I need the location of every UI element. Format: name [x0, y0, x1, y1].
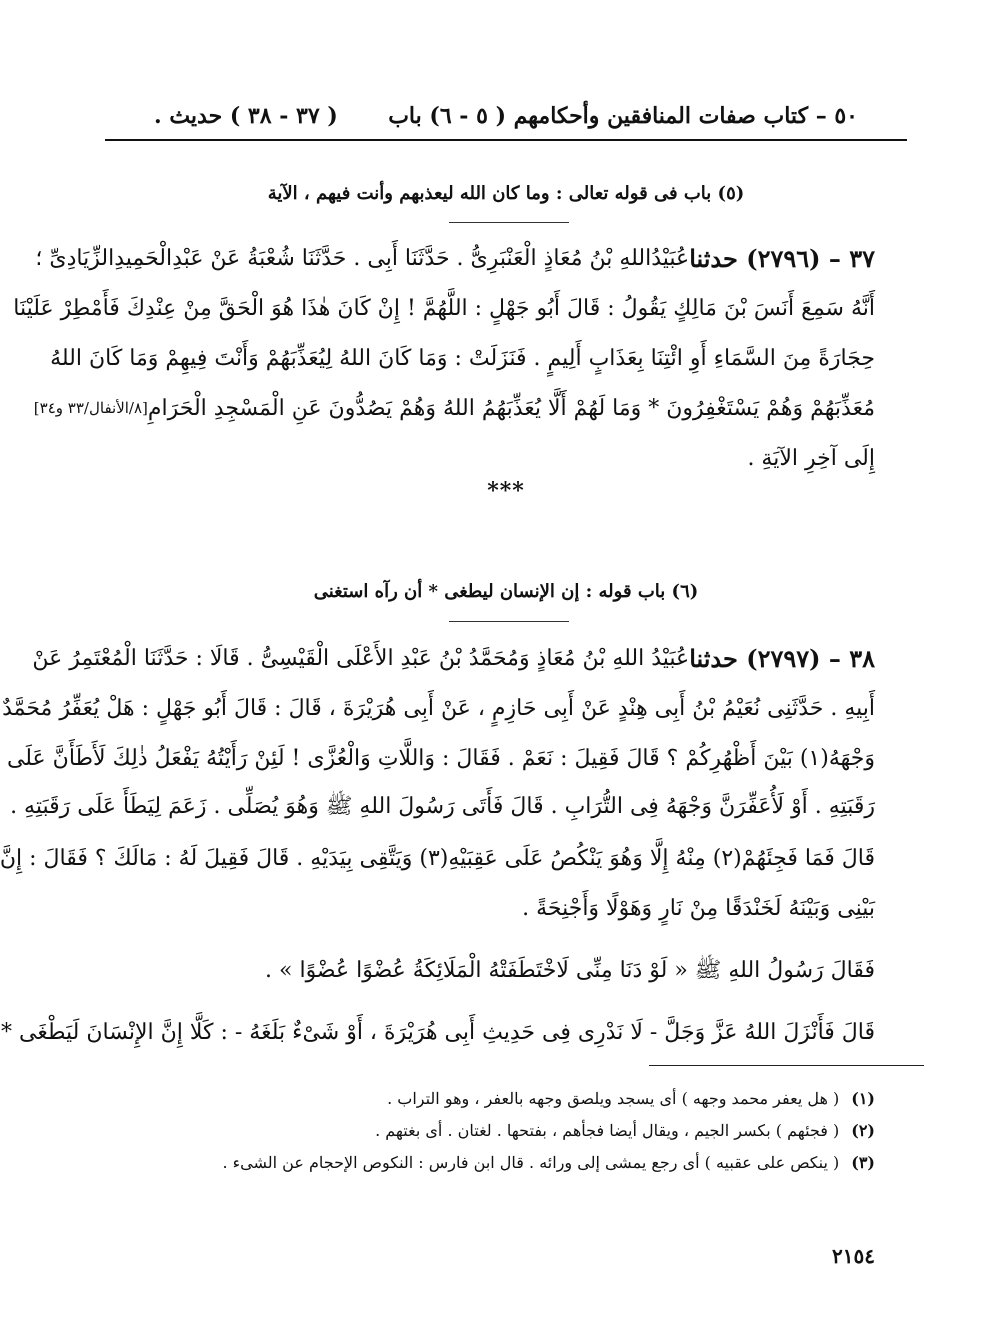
hadith-37-line-1 — [35, 233, 875, 283]
hadith-38-line-1 — [32, 633, 875, 683]
header-rule — [105, 139, 907, 141]
hadith-38-line-7 — [127, 947, 875, 997]
hadith-38-line-5 — [0, 833, 875, 883]
hadith-37-line-3-text: حِجَارَةً مِنَ السَّمَاءِ أَوِ ائْتِنَا بِعَذَابٍ أَلِيمٍ . فَنَزَلَتْ : وَمَا كَانَ اللهُ لِيُعَذِّبَهُمْ وَأَنْتَ فِيهِمْ وَمَا كَانَ اللهُ — [50, 345, 875, 371]
footnote-1-number: (١) — [851, 1088, 875, 1108]
hadith-38-line-5-text: قَالَ فَمَا فَجِئَهُمْ(٢) مِنْهُ إِلَّا وَهُوَ يَنْكُصُ عَلَى عَقِبَيْهِ(٣) وَيَتَّقِى بِيَدَيْهِ . قَالَ فَقِيلَ لَهُ : مَالَكَ ؟ فَقَالَ : إِنَّ — [0, 845, 875, 871]
footnote-rule — [649, 1065, 924, 1066]
footnote-3-number: (٣) — [851, 1152, 875, 1172]
hadith-38-line-2-text: أَبِيهِ . حَدَّثَنِى نُعَيْمُ بْنُ أَبِى هِنْدٍ عَنْ أَبِى حَازِمٍ ، عَنْ أَبِى هُرَيْرَةَ ، قَالَ : قَالَ أَبُو جَهْلٍ : هَلْ يُعَفِّرُ مُحَمَّدٌ — [2, 695, 875, 721]
chapter-5-heading — [129, 180, 883, 204]
hadith-37-line-1-text: عُبَيْدُاللهِ بْنُ مُعَاذٍ الْعَنْبَرِىُّ . حَدَّثَنَا أَبِى . حَدَّثَنَا شُعْبَةُ عَنْ عَبْدِالْحَمِيدِالزِّيَادِىِّ ؛ — [35, 245, 690, 271]
chapter-6-title: (٦) باب قوله : إن الإنسان ليطغى * أن رآه استغنى — [313, 581, 699, 602]
chapter-5-title: (٥) باب فى قوله تعالى : وما كان الله ليعذبهم وأنت فيهم ، الآية — [267, 183, 745, 204]
hadith-38-line-8 — [1, 1007, 875, 1057]
hadith-38-line-1-text: عُبَيْدُ اللهِ بْنُ مُعَاذٍ وَمُحَمَّدُ بْنُ عَبْدِ الأَعْلَى الْقَيْسِىُّ . قَالَا : حَدَّثَنَا الْمُعْتَمِرُ عَنْ — [32, 645, 690, 671]
hadith-38-number: ٣٨ – (٢٧٩٧) حدثنا — [689, 643, 875, 673]
hadith-38 — [0, 633, 875, 1057]
hadith-37-line-5-text: إِلَى آخِرِ الآيَةِ . — [747, 445, 875, 471]
footnote-1 — [149, 1082, 875, 1114]
hadith-38-line-4-text: رَقَبَتِهِ . أَوْ لَأُعَفِّرَنَّ وَجْهَهُ فِى التُّرَابِ . قَالَ فَأَتَى رَسُولَ اللهِ ﷺ وَهُوَ يُصَلِّى . زَعَمَ لِيَطَأَ عَلَى رَقَبَتِهِ . — [10, 794, 875, 819]
running-header — [154, 96, 858, 136]
hadith-38-line-3-text: وَجْهَهُ(١) بَيْنَ أَظْهُرِكُمْ ؟ قَالَ فَقِيلَ : نَعَمْ . فَقَالَ : وَاللَّاتِ وَالْعُزَّى ! لَئِنْ رَأَيْتُهُ يَفْعَلُ ذٰلِكَ لَأَطَأَنَّ عَلَى — [6, 745, 875, 771]
hadith-38-line-7-text: فَقَالَ رَسُولُ اللهِ ﷺ « لَوْ دَنَا مِنِّى لَاخْتَطَفَتْهُ الْمَلَائِكَةُ عُضْوًا عُضْوًا » . — [265, 958, 875, 983]
running-title: ٥٠ – كتاب صفات المنافقين وأحكامهم ( ٥ - ٦) باب — [388, 103, 858, 129]
hadith-37 — [13, 233, 875, 483]
hadith-37-line-4-text: مُعَذِّبَهُمْ وَهُمْ يَسْتَغْفِرُونَ * وَمَا لَهُمْ أَلَّا يُعَذِّبَهُمُ اللهُ وَهُمْ يَصُدُّونَ عَنِ الْمَسْجِدِ الْحَرَامِ — [147, 395, 875, 421]
hadith-38-line-8-text: قَالَ فَأَنْزَلَ اللهُ عَزَّ وَجَلَّ - لَا نَدْرِى فِى حَدِيثِ أَبِى هُرَيْرَةَ ، أَوْ شَىْءٌ بَلَغَهُ - : كَلَّا إِنَّ الإِنْسَانَ لَيَطْغَى * — [1, 1019, 875, 1045]
hadith-range: ( ٣٧ - ٣٨ ) حديث . — [154, 103, 338, 129]
hadith-38-line-6 — [127, 883, 875, 933]
footnote-2-number: (٢) — [851, 1120, 875, 1140]
hadith-37-line-3 — [50, 333, 875, 383]
hadith-37-number: ٣٧ – (٢٧٩٦) حدثنا — [689, 243, 875, 273]
hadith-38-line-6-text: بَيْنِى وَبَيْنَهُ لَخَنْدَقًا مِنْ نَارٍ وَهَوْلًا وَأَجْنِحَةً . — [522, 895, 875, 921]
footnote-1-text: ( هل يعفر محمد وجهه ) أى يسجد ويلصق وجهه بالعفر ، وهو التراب . — [387, 1088, 840, 1108]
chapter-6-heading — [129, 578, 883, 602]
footnote-2-text: ( فجئهم ) بكسر الجيم ، ويقال أيضا فجأهم ، بفتحها . لغتان . أى بغتهم . — [375, 1120, 840, 1140]
hadith-38-line-4 — [10, 783, 875, 833]
footnote-3-text: ( ينكص على عقبيه ) أى رجع يمشى إلى ورائه . قال ابن فارس : النكوص الإحجام عن الشىء . — [222, 1152, 840, 1172]
hadith-37-line-4 — [33, 383, 875, 433]
hadith-37-line-5 — [127, 433, 875, 483]
hadith-37-line-2-text: أَنَّهُ سَمِعَ أَنَسَ بْنَ مَالِكٍ يَقُولُ : قَالَ أَبُو جَهْلٍ : اللَّهُمَّ ! إِنْ كَانَ هٰذَا هُوَ الْحَقَّ مِنْ عِنْدِكَ فَأَمْطِرْ عَلَيْنَا — [13, 295, 875, 321]
chapter-6-rule — [449, 621, 569, 622]
hadith-37-line-2 — [13, 283, 875, 333]
hadith-38-line-2 — [2, 683, 875, 733]
section-separator: *** — [487, 478, 525, 504]
page-number: ٢١٥٤ — [832, 1244, 875, 1268]
hadith-38-line-3 — [6, 733, 875, 783]
footnotes — [149, 1082, 875, 1178]
footnote-2 — [149, 1114, 875, 1146]
chapter-5-rule — [449, 222, 569, 223]
footnote-3 — [149, 1146, 875, 1178]
quran-citation: [٨/الأنفال/٣٣ و٣٤] — [33, 399, 148, 417]
